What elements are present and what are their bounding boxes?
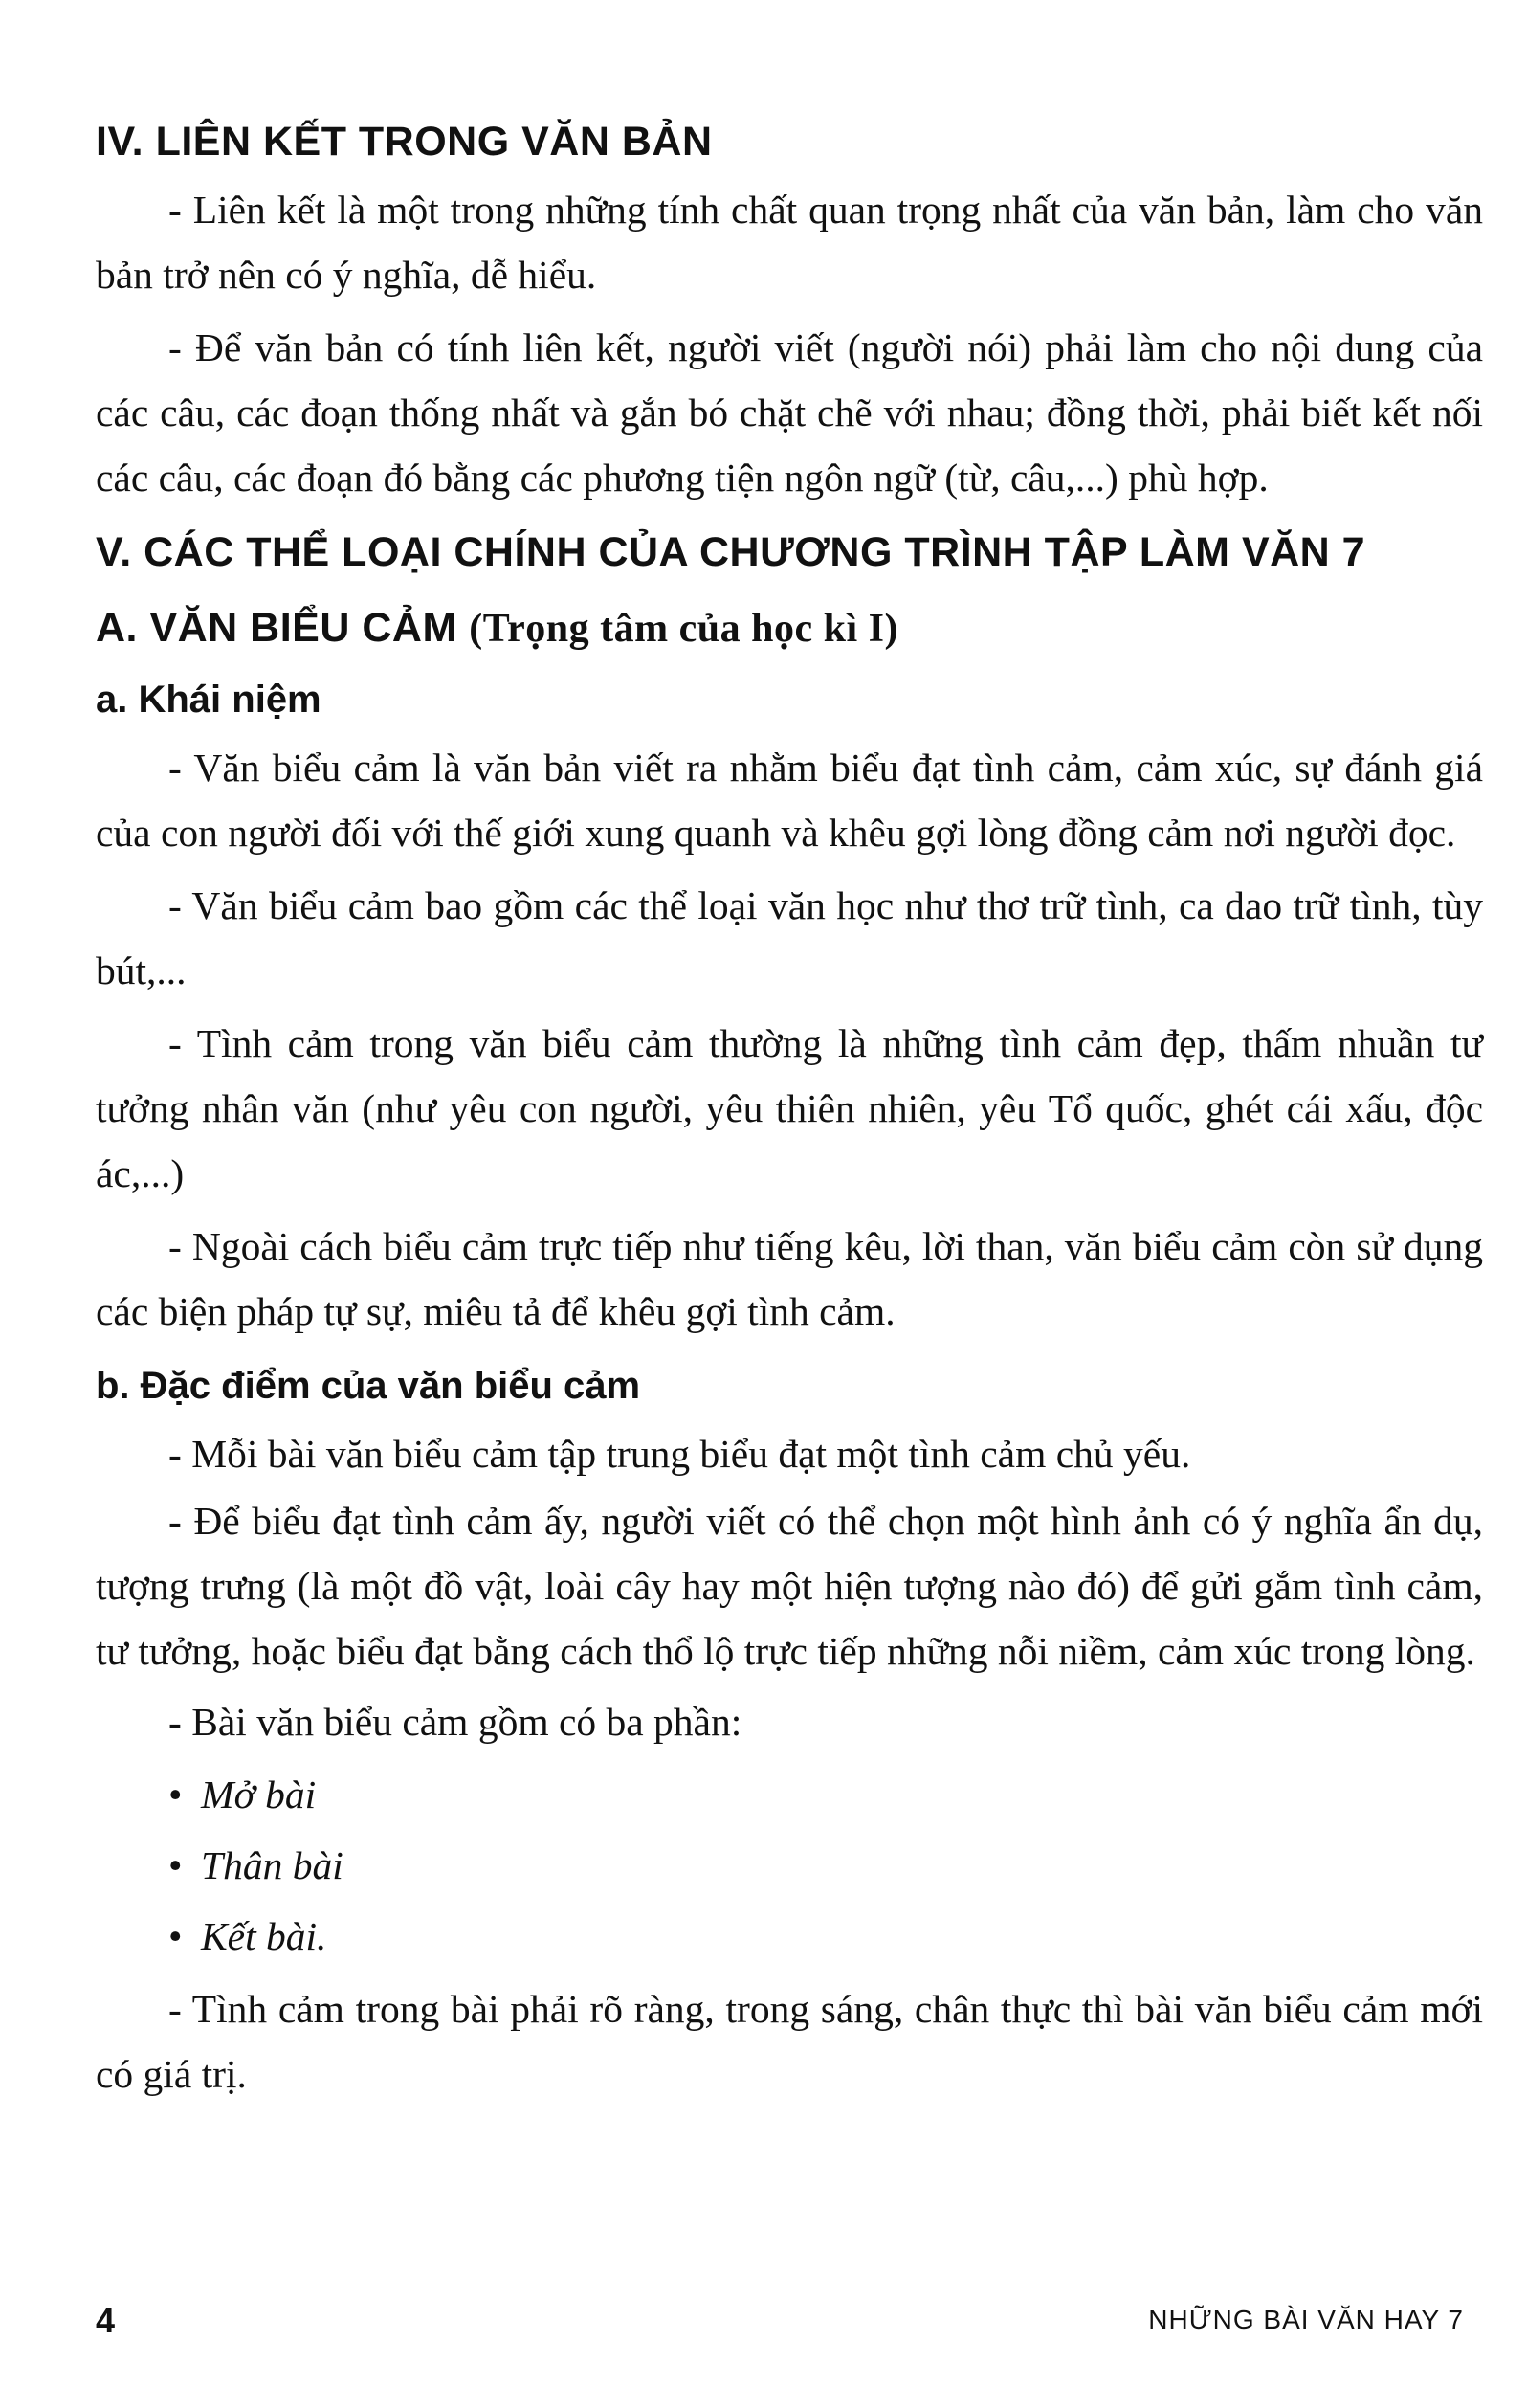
- bullet-item: [96, 1904, 1483, 1969]
- page-footer: [96, 2301, 1483, 2349]
- section-a-note: (Trọng tâm của học kì I): [469, 607, 898, 651]
- section-iv-heading: IV. LIÊN KẾT TRONG VĂN BẢN: [96, 119, 713, 165]
- subsection-a-heading: a. Khái niệm: [96, 679, 321, 721]
- subsection-a-paragraph-2: - Văn biểu cảm bao gồm các thể loại văn học như thơ trữ tình, ca dao trữ tình, tùy bút,...: [96, 883, 1483, 992]
- bullet-dot-icon: •: [168, 1773, 183, 1817]
- bullet-item: [96, 1762, 1483, 1827]
- section-iv-paragraph-1: - Liên kết là một trong những tính chất quan trọng nhất của văn bản, làm cho văn bản trở nên có ý nghĩa, dễ hiểu.: [96, 188, 1483, 297]
- subsection-b-paragraph-3: - Bài văn biểu cảm gồm có ba phần:: [168, 1700, 742, 1744]
- section-v-heading: V. CÁC THỂ LOẠI CHÍNH CỦA CHƯƠNG TRÌNH TẬP LÀM VĂN 7: [96, 529, 1366, 575]
- bullet-dot-icon: •: [168, 1843, 183, 1887]
- bullet-dot-icon: •: [168, 1914, 183, 1958]
- page-number: 4: [96, 2301, 116, 2340]
- subsection-a-paragraph-1: - Văn biểu cảm là văn bản viết ra nhằm biểu đạt tình cảm, cảm xúc, sự đánh giá của con người đối với thế giới xung quanh và khêu gợi lòng đồng cảm nơi người đọc.: [96, 746, 1483, 855]
- section-a-title: A. VĂN BIỂU CẢM: [96, 605, 457, 651]
- page-content: [96, 105, 1483, 2107]
- section-a-heading: [96, 605, 1483, 652]
- bullet-text: Kết bài.: [201, 1914, 327, 1958]
- section-iv-paragraph-2: - Để văn bản có tính liên kết, người viết (người nói) phải làm cho nội dung của các câu, các đoạn thống nhất và gắn bó chặt chẽ với nhau; đồng thời, phải biết kết nối các câu, các đoạn đó bằng các phương tiện ngôn ngữ (từ, câu,...) phù hợp.: [96, 325, 1483, 500]
- book-title: NHỮNG BÀI VĂN HAY 7: [1148, 2305, 1464, 2334]
- subsection-a-paragraph-3: - Tình cảm trong văn biểu cảm thường là những tình cảm đẹp, thấm nhuần tư tưởng nhân văn (như yêu con người, yêu thiên nhiên, yêu Tổ quốc, ghét cái xấu, độc ác,...): [96, 1021, 1483, 1195]
- bullet-text: Thân bài: [201, 1843, 343, 1887]
- subsection-b-heading: b. Đặc điểm của văn biểu cảm: [96, 1365, 641, 1407]
- subsection-a-paragraph-4: - Ngoài cách biểu cảm trực tiếp như tiếng kêu, lời than, văn biểu cảm còn sử dụng các biện pháp tự sự, miêu tả để khêu gợi tình cảm.: [96, 1224, 1483, 1333]
- subsection-b-paragraph-1: - Mỗi bài văn biểu cảm tập trung biểu đạt một tình cảm chủ yếu.: [168, 1432, 1191, 1476]
- bullet-text: Mở bài: [201, 1773, 317, 1817]
- subsection-b-closing: - Tình cảm trong bài phải rõ ràng, trong sáng, chân thực thì bài văn biểu cảm mới có giá trị.: [96, 1987, 1483, 2096]
- bullet-item: [96, 1833, 1483, 1898]
- subsection-b-paragraph-2: - Để biểu đạt tình cảm ấy, người viết có thể chọn một hình ảnh có ý nghĩa ẩn dụ, tượng trưng (là một đồ vật, loài cây hay một hiện tượng nào đó) để gửi gắm tình cảm, tư tưởng, hoặc biểu đạt bằng cách thổ lộ trực tiếp những nỗi niềm, cảm xúc trong lòng.: [96, 1499, 1483, 1673]
